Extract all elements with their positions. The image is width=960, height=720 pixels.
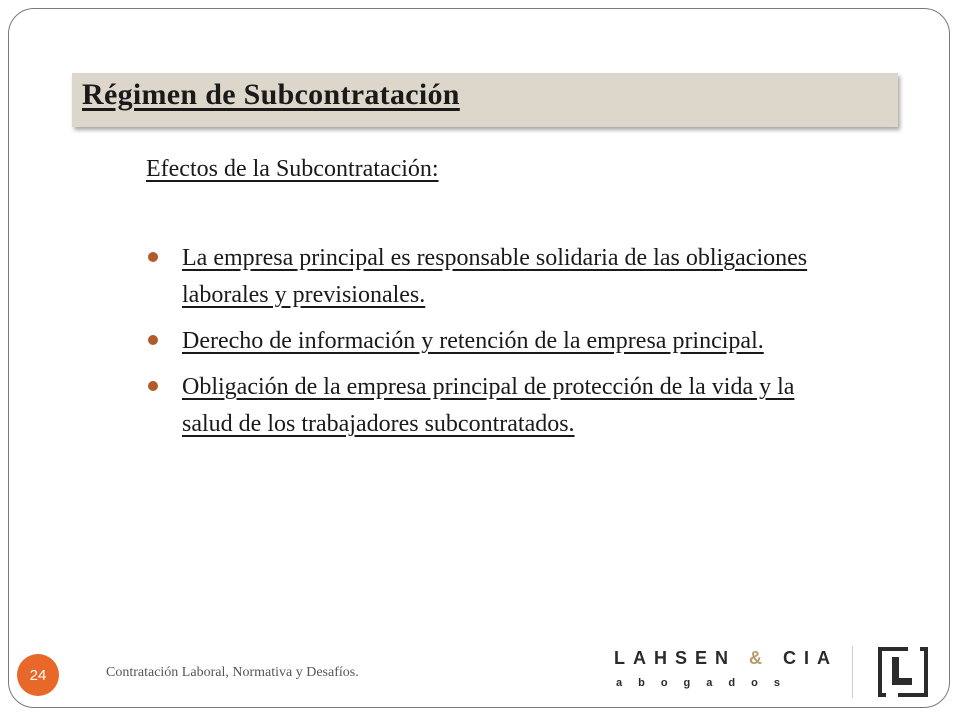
title-bar (72, 73, 898, 127)
bullet-dot-icon (148, 335, 158, 345)
slide-title: Régimen de Subcontratación (82, 78, 460, 111)
bracket-l-logo-icon (878, 647, 928, 697)
bullet-text: Obligación de la empresa principal de protección de la vida y la salud de los trabajadores subcontratados. (182, 374, 795, 437)
logo-divider (852, 646, 853, 698)
footer-text: Contratación Laboral, Normativa y Desafíos. (106, 665, 359, 680)
bullet-text: Derecho de información y retención de la empresa principal. (182, 328, 764, 354)
slide-subtitle: Efectos de la Subcontratación: (146, 156, 439, 182)
logo-subtitle: abogados (616, 677, 796, 689)
logo-wordmark (614, 648, 838, 669)
bullet-dot-icon (148, 381, 158, 391)
bullet-item (146, 323, 836, 360)
logo-name-right: CIA (783, 648, 839, 668)
bullet-item (146, 369, 836, 443)
logo-name-left: LAHSEN (614, 648, 737, 668)
bullet-item (146, 240, 836, 314)
bullet-dot-icon (148, 252, 158, 262)
bullet-list (146, 240, 836, 452)
logo-ampersand: & (749, 648, 771, 668)
bullet-text: La empresa principal es responsable solidaria de las obligaciones laborales y previsionales. (182, 245, 808, 308)
page-number-badge: 24 (17, 654, 59, 696)
